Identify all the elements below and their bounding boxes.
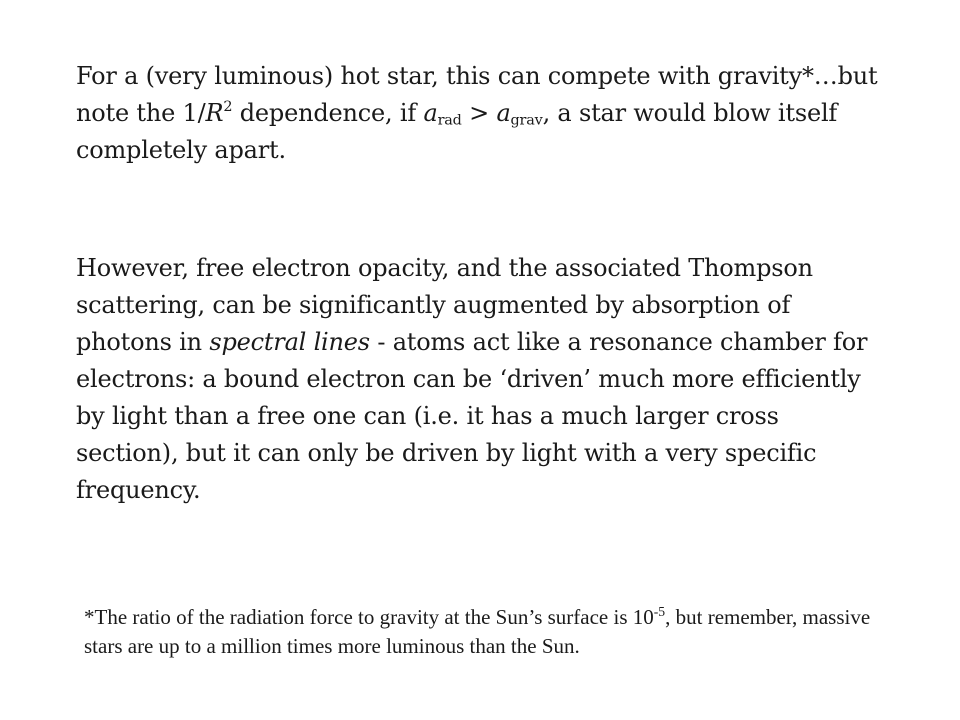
footnote <box>84 603 884 661</box>
footnote-text-1: *The ratio of the radiation force to gravity at the Sun’s surface is 10 <box>84 605 654 629</box>
footnote-exponent: -5 <box>653 603 666 619</box>
electron-opacity-paragraph <box>76 250 886 509</box>
radius-exponent: 2 <box>223 98 233 115</box>
footnote-text-2: , but remember, massive stars are up to a million times more luminous than the Sun. <box>84 605 871 658</box>
a-grav-variable: a <box>496 99 511 127</box>
radius-variable: R <box>205 99 224 127</box>
a-rad-variable: a <box>423 99 438 127</box>
radiation-gravity-paragraph <box>76 58 886 169</box>
p1-text-3: > <box>461 99 497 127</box>
p2-text-2: - atoms act like a resonance chamber for electrons: a bound electron can be ‘driven’ much more efficiently by light than a free one can (i.e. it has a much larger cross section), but it can only be driven by light with a very specific frequency. <box>76 328 868 504</box>
p1-text-2: dependence, if <box>232 99 424 127</box>
p1-text-1: For a (very luminous) hot star, this can compete with gravity*…but note the 1/ <box>76 62 878 127</box>
p1-text-4: , a star would blow itself completely apart. <box>76 99 838 164</box>
a-grav-subscript: grav <box>510 112 543 129</box>
p2-text-1: However, free electron opacity, and the associated Thompson scattering, can be significantly augmented by absorption of photons in <box>76 254 813 356</box>
a-rad-subscript: rad <box>437 112 462 129</box>
spectral-lines-emphasis: spectral lines <box>209 328 370 356</box>
